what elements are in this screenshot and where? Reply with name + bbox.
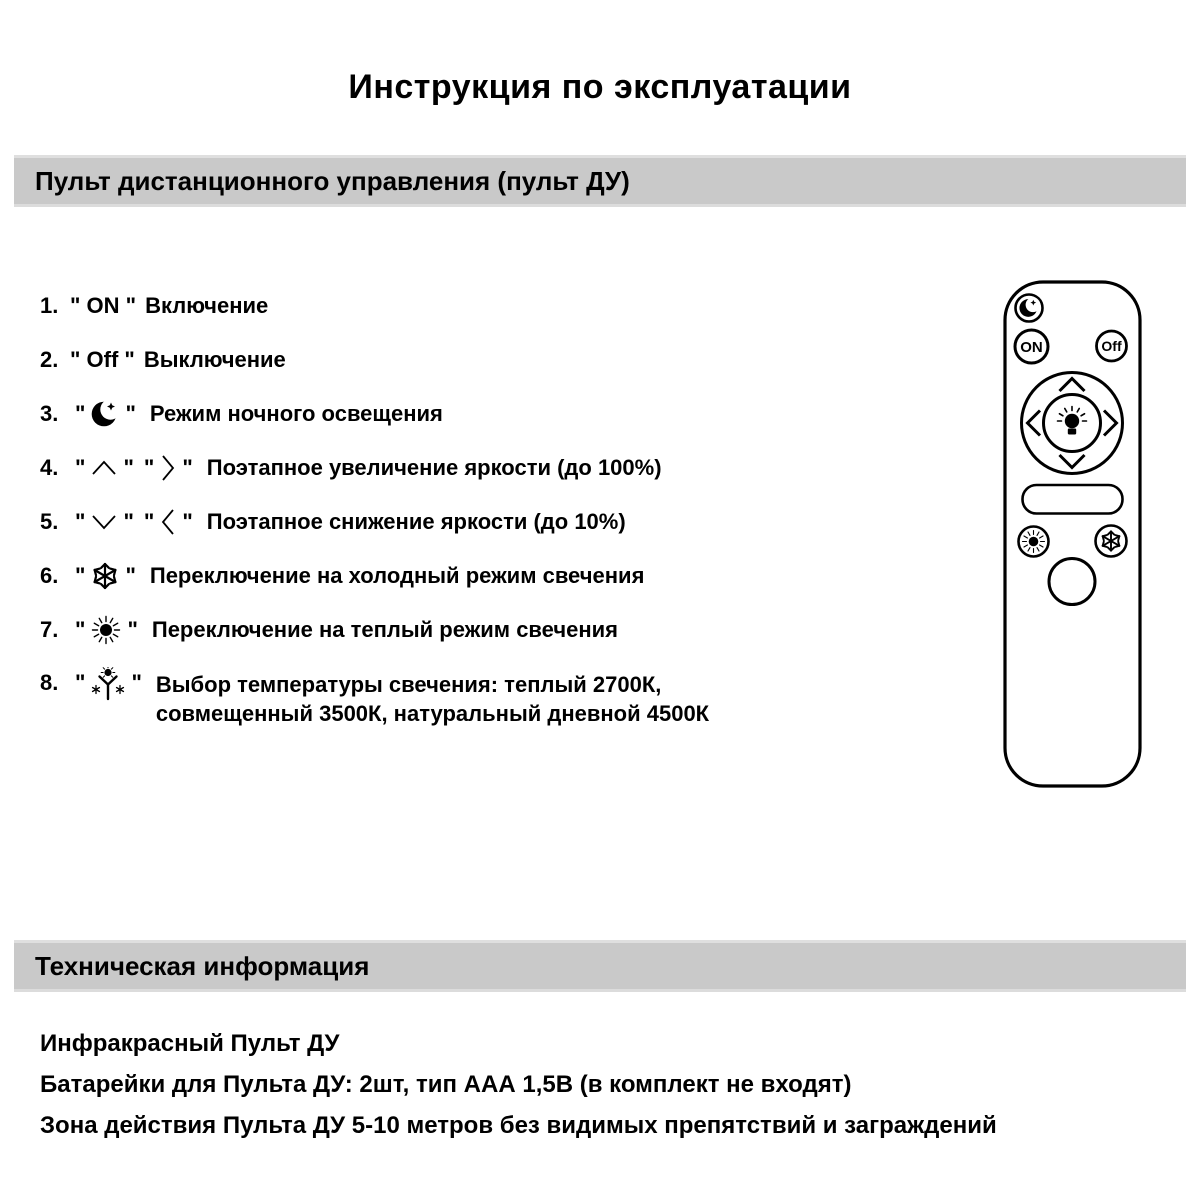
chevron-up-icon xyxy=(90,457,118,479)
list-item xyxy=(40,346,709,374)
off-button-label: Off xyxy=(1101,338,1122,354)
item-number: 6. xyxy=(40,563,59,588)
item-code: " Off " xyxy=(70,347,135,372)
quote-mark: " xyxy=(75,617,86,642)
quote-mark: " xyxy=(123,455,134,480)
warm-mode-button xyxy=(1019,527,1049,557)
quote-mark: " xyxy=(75,509,86,534)
item-number: 8. xyxy=(40,670,59,695)
item-desc: Выключение xyxy=(143,347,286,372)
list-item xyxy=(40,292,709,320)
quote-mark: " xyxy=(143,455,155,480)
quote-mark: " xyxy=(75,401,86,426)
quote-mark: " xyxy=(123,509,134,534)
list-item xyxy=(40,454,709,482)
quote-mark: " xyxy=(75,563,86,588)
tech-line: Инфракрасный Пульт ДУ xyxy=(40,1030,340,1057)
section-header-remote xyxy=(14,155,1186,207)
item-desc: Включение xyxy=(145,293,269,318)
page-title: Инструкция по эксплуатации xyxy=(348,68,852,106)
quote-mark: " xyxy=(125,563,136,588)
moon-icon xyxy=(90,399,120,429)
item-desc-line1: Выбор температуры свечения: теплый 2700К, xyxy=(155,672,662,697)
item-desc: Поэтапное увеличение яркости (до 100%) xyxy=(206,455,662,480)
tech-line: Зона действия Пульта ДУ 5-10 метров без видимых препятствий и заграждений xyxy=(40,1112,997,1139)
item-desc xyxy=(156,670,709,728)
tech-line: Батарейки для Пульта ДУ: 2шт, тип ААА 1,5В (в комплект не входят) xyxy=(40,1071,852,1098)
section-header-tech xyxy=(14,940,1186,992)
chevron-left-icon xyxy=(159,507,177,537)
list-item xyxy=(40,562,709,590)
quote-mark: " xyxy=(75,455,86,480)
quote-mark: " xyxy=(182,455,193,480)
item-desc: Переключение на холодный режим свечения xyxy=(149,563,645,588)
item-number: 5. xyxy=(40,509,59,534)
item-number: 4. xyxy=(40,455,59,480)
quote-mark: " xyxy=(75,670,86,695)
button-description-list xyxy=(40,292,709,754)
chevron-right-icon xyxy=(159,453,177,483)
quote-mark: " xyxy=(143,509,155,534)
list-item xyxy=(40,670,709,728)
chevron-down-icon xyxy=(90,511,118,533)
remote-control-illustration xyxy=(1003,280,1143,788)
item-desc: Поэтапное снижение яркости (до 10%) xyxy=(206,509,626,534)
technical-info xyxy=(40,1023,997,1146)
item-desc: Режим ночного освещения xyxy=(149,401,443,426)
item-desc-line2: совмещенный 3500К, натуральный дневной 4500К xyxy=(155,701,710,726)
section-header-tech-label: Техническая информация xyxy=(35,950,370,981)
item-number: 1. xyxy=(40,293,59,318)
quote-mark: " xyxy=(125,401,136,426)
quote-mark: " xyxy=(131,670,142,695)
item-code: " ON " xyxy=(70,293,137,318)
list-item xyxy=(40,400,709,428)
quote-mark: " xyxy=(127,617,138,642)
on-button-label: ON xyxy=(1020,339,1043,356)
item-number: 2. xyxy=(40,347,59,372)
item-number: 7. xyxy=(40,617,59,642)
list-item xyxy=(40,616,709,644)
warm-sun-icon xyxy=(90,614,122,646)
snowflake-icon xyxy=(90,561,120,591)
item-number: 3. xyxy=(40,401,59,426)
section-header-remote-label: Пульт дистанционного управления (пульт ДУ) xyxy=(35,165,630,196)
item-desc: Переключение на теплый режим свечения xyxy=(151,617,619,642)
temperature-select-icon xyxy=(90,667,126,703)
quote-mark: " xyxy=(182,509,193,534)
list-item xyxy=(40,508,709,536)
